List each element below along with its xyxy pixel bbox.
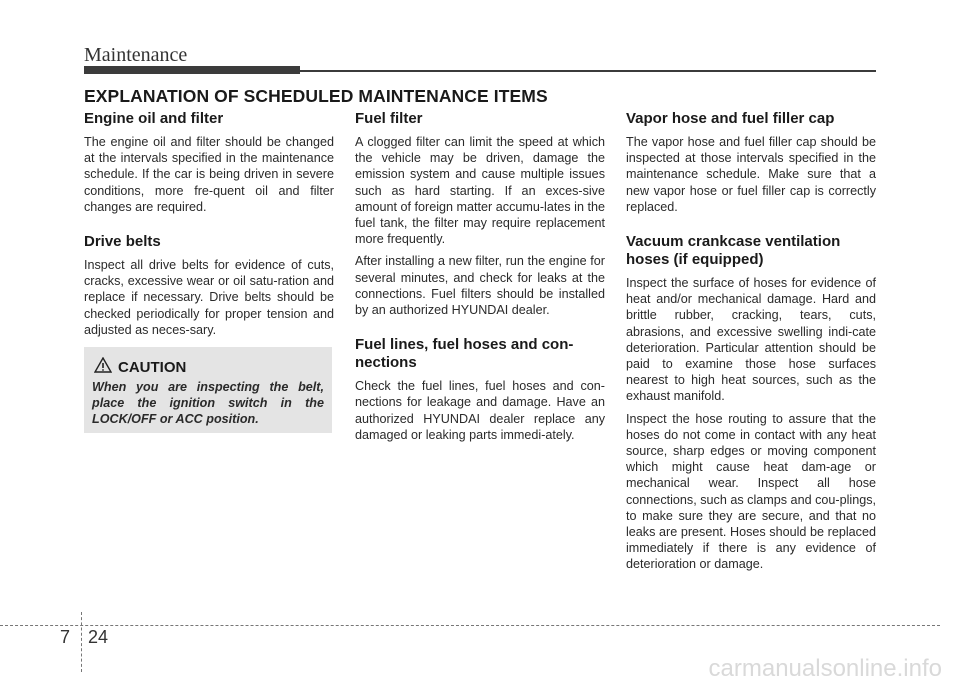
header-rule bbox=[300, 70, 876, 72]
text-vacuum-1: Inspect the surface of hoses for evidence of heat and/or mechanical damage. Hard and brittle rubber, cracking, tears, cuts, abrasions, and excessive swelling indi-cate deterioration. Particular attention should be paid to examine those hose surfaces nearest to high heat sources, such as the exhaust manifold. bbox=[626, 276, 876, 404]
chapter-number: 7 bbox=[60, 627, 71, 647]
column-2 bbox=[355, 110, 605, 449]
column-3 bbox=[626, 110, 876, 579]
text-drive-belts: Inspect all drive belts for evidence of cuts, cracks, excessive wear or oil satu-ration and replace if necessary. Drive belts should be checked periodically for proper tension and adjusted as neces-sary. bbox=[84, 258, 334, 337]
caution-box bbox=[84, 347, 332, 433]
heading-vapor-hose: Vapor hose and fuel filler cap bbox=[626, 110, 835, 127]
text-engine-oil: The engine oil and filter should be changed at the intervals specified in the maintenance schedule. If the car is being driven in severe conditions, more fre-quent oil and filter changes are required. bbox=[84, 135, 334, 214]
section-title: EXPLANATION OF SCHEDULED MAINTENANCE ITEMS bbox=[84, 86, 548, 106]
warning-triangle-icon bbox=[94, 357, 112, 377]
chapter-title: Maintenance bbox=[84, 44, 188, 66]
watermark: carmanualsonline.info bbox=[708, 655, 942, 682]
column-1 bbox=[84, 110, 334, 344]
caution-header bbox=[94, 357, 186, 377]
heading-fuel-filter: Fuel filter bbox=[355, 110, 423, 127]
heading-vacuum-hoses: Vacuum crankcase ventilation hoses (if equipped) bbox=[626, 233, 841, 269]
heading-engine-oil: Engine oil and filter bbox=[84, 110, 224, 127]
heading-drive-belts: Drive belts bbox=[84, 233, 161, 251]
heading-fuel-lines: Fuel lines, fuel hoses and con-nections bbox=[355, 336, 574, 372]
text-fuel-filter-2: After installing a new filter, run the engine for several minutes, and check for leaks at the connections. Fuel filters should be installed by an authorized HYUNDAI dealer. bbox=[355, 254, 605, 318]
footer-rule bbox=[0, 625, 940, 626]
footer-divider bbox=[81, 612, 82, 672]
header-bar bbox=[84, 66, 300, 74]
caution-title: CAUTION bbox=[118, 358, 187, 376]
page-number: 24 bbox=[88, 627, 109, 647]
text-vapor-hose: The vapor hose and fuel filler cap should be inspected at those intervals specified in the maintenance schedule. Make sure that a new vapor hose or fuel filler cap is correctly replaced. bbox=[626, 135, 876, 214]
text-fuel-filter-1: A clogged filter can limit the speed at which the vehicle may be driven, damage the emission system and cause multiple issues such as hard starting. If an exces-sive amount of foreign matter accumu-lates in the fuel tank, the filter may require replacement more frequently. bbox=[355, 135, 605, 247]
text-fuel-lines: Check the fuel lines, fuel hoses and con-nections for leakage and damage. Have an authorized HYUNDAI dealer replace any damaged or leaking parts immedi-ately. bbox=[355, 379, 605, 442]
text-vacuum-2: Inspect the hose routing to assure that the hoses do not come in contact with any heat source, sharp edges or moving component which might cause heat dam-age or mechanical wear. Inspect all hose connections, such as clamps and cou-plings, to make sure they are secure, and that no leaks are present. Hoses should be replaced immediately if there is any evidence of deterioration or damage. bbox=[626, 411, 876, 572]
caution-text: When you are inspecting the belt, place the ignition switch in the LOCK/OFF or ACC position. bbox=[92, 380, 324, 426]
